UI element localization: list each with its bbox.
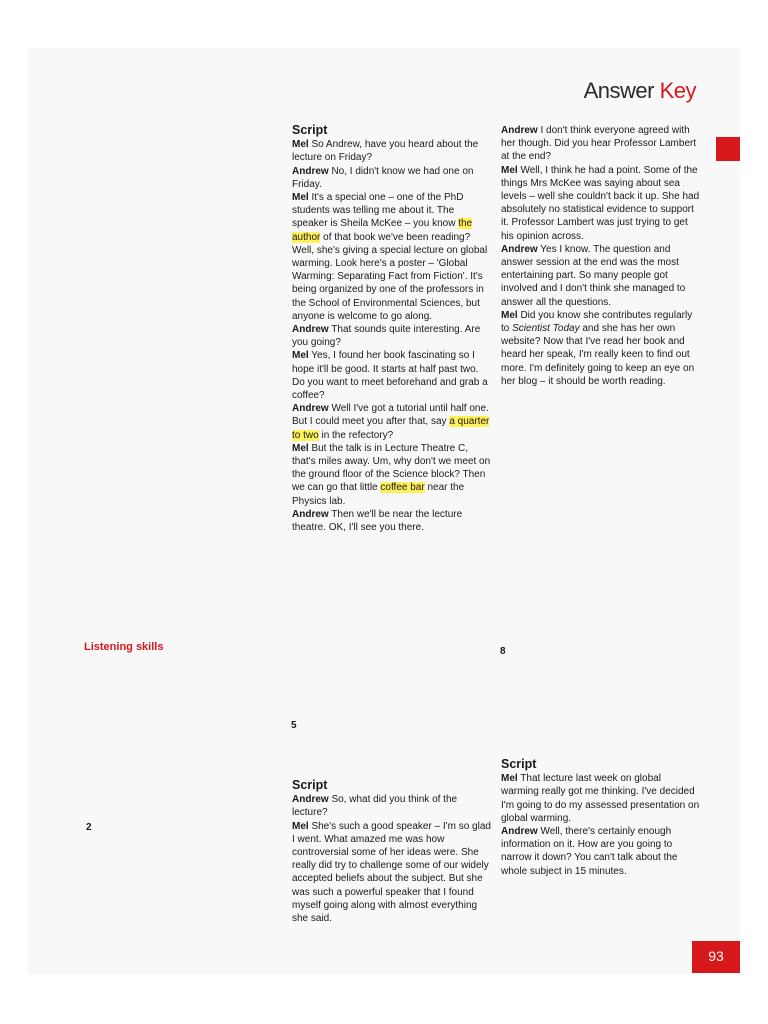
dialogue-line: Andrew So, what did you think of the lecture?	[292, 794, 458, 819]
speaker-name: Andrew	[501, 826, 538, 838]
script-3	[501, 758, 701, 878]
dialogue-line: Andrew That sounds quite interesting. Are you going?	[292, 324, 481, 349]
dialogue-line: Andrew Yes I know. The question and answer session at the end was the most entertaining part. So many people got involved and I don't think she managed to answer all the questions.	[501, 243, 686, 308]
script-2	[292, 779, 492, 925]
dialogue-line: Andrew Well I've got a tutorial until half one. But I could meet you after that, say a quarter to two in the refectory?	[292, 403, 490, 441]
highlighted-answer: coffee bar	[380, 482, 425, 494]
page-number: 93	[692, 941, 740, 973]
script-heading: Script	[501, 757, 537, 771]
dialogue-line: Mel It's a special one – one of the PhD students was telling me about it. The speaker is Sheila McKee – you know the author of that book we've been reading? Well, she's giving a special lecture on global warming. Look here's a poster – 'Global Warming: Separating Fact from Fiction'. It's being organized by one of the professors in the School of Environmental Sciences, but anyone is welcome to go along.	[292, 192, 488, 322]
speaker-name: Mel	[501, 773, 518, 785]
speaker-name: Andrew	[292, 794, 329, 806]
dialogue-line: Andrew No, I didn't know we had one on Friday.	[292, 165, 474, 190]
highlighted-answer: a quarter to two	[292, 416, 490, 441]
speaker-name: Mel	[292, 820, 309, 832]
section-tab-marker	[716, 137, 740, 161]
speaker-name: Andrew	[501, 243, 538, 255]
speaker-name: Mel	[292, 192, 309, 204]
dialogue-line: Mel Well, I think he had a point. Some of the things Mrs McKee was saying about sea levels – well she couldn't back it up. She had absolutely no statistical evidence to support it. Professor Lambert was just trying to get his opinion across.	[501, 164, 700, 242]
dialogue-line: Mel She's such a good speaker – I'm so glad I went. What amazed me was how controversial some of her ideas were. She really did try to challenge some of our widely accepted beliefs about the subject. But she was such a powerful speaker that I found myself going along with almost everything she said.	[292, 820, 491, 925]
dialogue-lines	[292, 793, 492, 925]
dialogue-line: Mel Did you know she contributes regularly to Scientist Today and she has her own website? Now that I've read her book and heard her speak, I'm really keen to find out more. I'm definitely going to keep an eye on her blog – it should be worth reading.	[501, 309, 695, 387]
page-title	[584, 78, 696, 104]
dialogue-line: Mel That lecture last week on global warming really got me thinking. I've decided I'm going to do my assessed presentation on global warming.	[501, 773, 700, 824]
speaker-name: Mel	[292, 139, 309, 151]
page-title-accent: Key	[659, 78, 696, 103]
speaker-name: Andrew	[292, 508, 329, 520]
script-1-column-b	[501, 124, 701, 388]
script-heading: Script	[292, 778, 328, 792]
dialogue-lines	[292, 138, 492, 534]
dialogue-line: Andrew Well, there's certainly enough information on it. How are you going to narrow it down? You can't talk about the whole subject in 15 minutes.	[501, 826, 678, 877]
highlighted-answer: the author	[292, 218, 473, 243]
speaker-name: Andrew	[292, 165, 329, 177]
speaker-name: Andrew	[292, 324, 329, 336]
dialogue-line: Mel Yes, I found her book fascinating so I hope it'll be good. It starts at half past two. Do you want to meet beforehand and grab a coffee?	[292, 350, 488, 402]
italic-title: Scientist Today	[512, 323, 580, 335]
dialogue-line: Andrew I don't think everyone agreed with her though. Did you hear Professor Lambert at the end?	[501, 125, 697, 163]
speaker-name: Mel	[292, 442, 309, 454]
speaker-name: Andrew	[292, 403, 329, 415]
dialogue-line: Mel But the talk is in Lecture Theatre C, that's miles away. Um, why don't we meet on the ground floor of the Science block? Then we can go that little coffee bar near the Physics lab.	[292, 442, 491, 507]
dialogue-lines	[501, 124, 701, 388]
dialogue-line: Mel So Andrew, have you heard about the lecture on Friday?	[292, 139, 479, 164]
dialogue-lines	[501, 772, 701, 878]
page-title-main: Answer	[583, 78, 660, 103]
question-number: 5	[291, 720, 297, 731]
question-number: 8	[500, 646, 506, 657]
speaker-name: Mel	[292, 350, 309, 362]
script-1-column-a	[292, 124, 492, 534]
dialogue-line: Andrew Then we'll be near the lecture theatre. OK, I'll see you there.	[292, 508, 463, 534]
speaker-name: Mel	[501, 309, 518, 321]
speaker-name: Andrew	[501, 125, 538, 136]
section-label-listening-skills: Listening skills	[84, 641, 164, 653]
script-heading: Script	[292, 123, 328, 137]
speaker-name: Mel	[501, 164, 518, 176]
question-number: 2	[86, 822, 92, 833]
